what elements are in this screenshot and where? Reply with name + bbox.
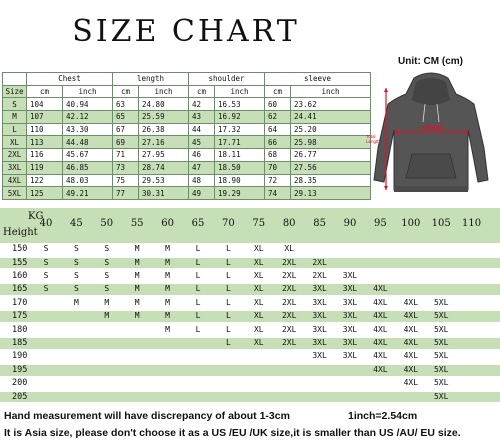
- measure-cell: 65: [113, 111, 139, 124]
- size-recommendation: M: [165, 257, 170, 267]
- notes: [4, 408, 498, 442]
- size-recommendation: 3XL: [342, 297, 358, 307]
- chest-label: chest: [422, 123, 443, 132]
- measure-cell: 69: [113, 136, 139, 149]
- size-recommendation: L: [225, 244, 231, 254]
- measure-cell: 18.11: [215, 149, 265, 162]
- size-recommendation: M: [165, 297, 170, 307]
- measure-cell: 45: [189, 136, 215, 149]
- size-recommendation: 3XL: [312, 311, 327, 321]
- measure-cell: 25.59: [139, 111, 189, 124]
- weight-header: 50: [100, 218, 114, 229]
- measure-cell: 72: [265, 174, 291, 187]
- group-header: length: [113, 73, 189, 86]
- measure-cell: 25.20: [291, 123, 371, 136]
- measure-cell: 46: [189, 149, 215, 162]
- size-recommendation: 5XL: [433, 351, 449, 361]
- measure-cell: 48.03: [63, 174, 113, 187]
- size-row: [3, 187, 371, 200]
- note-asia-size: It is Asia size, please don't choose it as a US /EU /UK size,it is smaller than US /AU/ EU size.: [4, 427, 461, 439]
- size-recommendation: L: [195, 324, 201, 334]
- size-recommendation: S: [104, 271, 110, 280]
- weight-header: 65: [191, 218, 205, 229]
- grid-row: [0, 392, 500, 403]
- size-recommendation: 3XL: [312, 324, 327, 334]
- size-recommendation: 4XL: [373, 338, 388, 347]
- size-recommendation: S: [73, 284, 79, 294]
- size-recommendation: 3XL: [342, 324, 358, 334]
- size-cell: 5XL: [3, 187, 27, 200]
- measure-cell: 104: [27, 98, 63, 111]
- size-recommendation: S: [43, 271, 49, 280]
- size-recommendation: XL: [253, 324, 264, 334]
- size-recommendation: 2XL: [281, 297, 297, 307]
- measure-cell: 26.77: [291, 149, 371, 162]
- size-row: [3, 174, 371, 187]
- measure-cell: 48: [189, 174, 215, 187]
- size-recommendation: 4XL: [373, 351, 388, 361]
- height-value: 155: [12, 257, 28, 268]
- size-recommendation: 5XL: [433, 338, 449, 347]
- measure-cell: 66: [265, 136, 291, 149]
- size-cell: 2XL: [3, 149, 27, 162]
- size-recommendation: 4XL: [403, 351, 419, 361]
- size-recommendation: XL: [253, 284, 264, 294]
- size-recommendation: S: [43, 244, 49, 254]
- size-row: [3, 161, 371, 174]
- size-recommendation: S: [73, 257, 79, 267]
- height-value: 200: [12, 378, 28, 389]
- measure-cell: 45.67: [63, 149, 113, 162]
- measure-cell: 42: [189, 98, 215, 111]
- height-value: 165: [12, 284, 28, 295]
- measure-cell: 16.53: [215, 98, 265, 111]
- unit-header: inch: [215, 85, 265, 98]
- group-header: sleeve: [265, 73, 371, 86]
- measure-cell: 73: [113, 161, 139, 174]
- unit-header: inch: [139, 85, 189, 98]
- size-recommendation: L: [195, 297, 201, 307]
- group-header: shoulder: [189, 73, 265, 86]
- size-cell: XL: [3, 136, 27, 149]
- size-recommendation: S: [43, 257, 49, 267]
- size-recommendation: S: [73, 271, 79, 280]
- size-recommendation: 2XL: [281, 338, 297, 347]
- measure-cell: 17.32: [215, 123, 265, 136]
- measure-cell: 42.12: [63, 111, 113, 124]
- weight-header: 80: [282, 218, 296, 229]
- size-recommendation: 4XL: [403, 378, 419, 388]
- height-value: 195: [12, 364, 28, 375]
- measure-cell: 17.71: [215, 136, 265, 149]
- size-recommendation: S: [73, 244, 79, 254]
- size-recommendation: XL: [253, 244, 264, 254]
- unit-label: Unit: CM (cm): [398, 56, 463, 67]
- grid-row: [0, 365, 500, 376]
- size-chart-title: SIZE CHART: [72, 14, 300, 49]
- size-recommendation: M: [104, 297, 110, 307]
- measure-cell: 110: [27, 123, 63, 136]
- size-recommendation: L: [195, 244, 201, 254]
- measure-cell: 16.92: [215, 111, 265, 124]
- total-length-label: Total Length: [366, 134, 380, 144]
- size-recommendation: 4XL: [373, 324, 388, 334]
- size-recommendation: 3XL: [312, 338, 327, 347]
- measure-cell: 23.62: [291, 98, 371, 111]
- kg-label: KG: [28, 211, 44, 222]
- size-recommendation: 5XL: [433, 378, 449, 388]
- size-recommendation: M: [165, 284, 170, 294]
- size-recommendation: M: [165, 244, 170, 254]
- unit-header: cm: [265, 85, 291, 98]
- group-header: Chest: [27, 73, 113, 86]
- size-recommendation: M: [134, 271, 140, 280]
- size-recommendation: 5XL: [433, 364, 449, 374]
- size-recommendation: S: [104, 284, 110, 294]
- weight-header: 110: [462, 218, 482, 229]
- size-recommendation: XL: [253, 338, 264, 347]
- size-recommendation: M: [134, 311, 140, 321]
- measure-cell: 113: [27, 136, 63, 149]
- height-label: Height: [3, 227, 38, 238]
- size-recommendation: M: [134, 284, 140, 294]
- measure-cell: 24.80: [139, 98, 189, 111]
- unit-header: cm: [113, 85, 139, 98]
- size-recommendation: M: [134, 244, 140, 254]
- size-recommendation: L: [225, 271, 231, 280]
- measure-cell: 46.85: [63, 161, 113, 174]
- measure-cell: 27.95: [139, 149, 189, 162]
- weight-header: 55: [130, 218, 144, 229]
- weight-header: 60: [161, 218, 174, 229]
- weight-header: 90: [343, 218, 357, 229]
- measure-cell: 26.38: [139, 123, 189, 136]
- size-recommendation: L: [195, 271, 201, 280]
- measure-cell: 25.98: [291, 136, 371, 149]
- measure-cell: 19.29: [215, 187, 265, 200]
- weight-header: 75: [252, 218, 266, 229]
- weight-header: 105: [431, 218, 451, 229]
- note-inch-conversion: 1inch=2.54cm: [348, 410, 418, 422]
- measure-cell: 28.35: [291, 174, 371, 187]
- size-recommendation: M: [165, 311, 170, 321]
- height-value: 150: [12, 244, 28, 255]
- size-recommendation: 3XL: [342, 271, 358, 280]
- measure-cell: 18.50: [215, 161, 265, 174]
- measure-cell: 77: [113, 187, 139, 200]
- size-recommendation: 4XL: [403, 311, 419, 321]
- measure-cell: 27.16: [139, 136, 189, 149]
- measure-cell: 70: [265, 161, 291, 174]
- size-recommendation: 3XL: [342, 311, 358, 321]
- measure-cell: 44.48: [63, 136, 113, 149]
- size-row: [3, 123, 371, 136]
- size-recommendation: 2XL: [281, 311, 297, 321]
- size-recommendation: 5XL: [433, 391, 449, 401]
- size-recommendation: L: [225, 311, 231, 321]
- size-recommendation: 4XL: [403, 297, 419, 307]
- size-table: [2, 72, 371, 200]
- size-cell: M: [3, 111, 27, 124]
- size-recommendation: 4XL: [373, 297, 388, 307]
- size-recommendation: L: [225, 297, 231, 307]
- measure-cell: 49.21: [63, 187, 113, 200]
- size-recommendation: L: [195, 284, 201, 294]
- measure-cell: 107: [27, 111, 63, 124]
- height-value: 180: [12, 324, 28, 335]
- size-row: [3, 136, 371, 149]
- measure-cell: 116: [27, 149, 63, 162]
- size-recommendation: M: [165, 271, 170, 280]
- size-recommendation: 2XL: [281, 324, 297, 334]
- unit-header: inch: [63, 85, 113, 98]
- size-recommendation: 5XL: [433, 324, 449, 334]
- measure-cell: 49: [189, 187, 215, 200]
- size-recommendation: XL: [253, 271, 264, 280]
- height-value: 175: [12, 311, 28, 322]
- size-recommendation: 3XL: [342, 338, 358, 347]
- measure-cell: 29.13: [291, 187, 371, 200]
- height-value: 170: [12, 297, 28, 308]
- size-row: [3, 111, 371, 124]
- measure-cell: 75: [113, 174, 139, 187]
- size-recommendation: XL: [284, 244, 294, 254]
- measure-cell: 43.30: [63, 123, 113, 136]
- size-recommendation: 3XL: [312, 284, 327, 294]
- size-recommendation: M: [165, 324, 170, 334]
- height-value: 205: [12, 391, 28, 402]
- measure-cell: 44: [189, 123, 215, 136]
- size-recommendation: L: [225, 284, 231, 294]
- measure-cell: 27.56: [291, 161, 371, 174]
- size-recommendation: 5XL: [433, 297, 449, 307]
- measure-cell: 119: [27, 161, 63, 174]
- weight-header: 85: [313, 218, 326, 229]
- size-header: Size: [3, 85, 27, 98]
- size-recommendation: 5XL: [433, 311, 449, 321]
- size-recommendation: 2XL: [281, 271, 297, 280]
- grid-row: [0, 351, 500, 362]
- measure-cell: 63: [113, 98, 139, 111]
- measure-cell: 125: [27, 187, 63, 200]
- size-recommendation: 3XL: [342, 284, 358, 294]
- measure-cell: 43: [189, 111, 215, 124]
- measure-cell: 67: [113, 123, 139, 136]
- size-recommendation: XL: [253, 297, 264, 307]
- size-recommendation: S: [104, 244, 110, 254]
- size-recommendation: S: [104, 257, 110, 267]
- size-recommendation: 3XL: [312, 351, 327, 361]
- measure-cell: 74: [265, 187, 291, 200]
- measure-cell: 68: [265, 149, 291, 162]
- size-cell: 3XL: [3, 161, 27, 174]
- weight-header: 95: [374, 218, 387, 229]
- size-recommendation: L: [225, 324, 231, 334]
- height-value: 190: [12, 351, 28, 362]
- size-recommendation: L: [195, 257, 201, 267]
- hoodie-illustration: [362, 70, 500, 200]
- measure-cell: 64: [265, 123, 291, 136]
- size-recommendation: M: [134, 297, 140, 307]
- measure-cell: 122: [27, 174, 63, 187]
- measure-cell: 18.90: [215, 174, 265, 187]
- size-recommendation: L: [195, 311, 201, 321]
- unit-header: cm: [27, 85, 63, 98]
- weight-header: 40: [39, 218, 53, 229]
- size-recommendation: 4XL: [373, 364, 388, 374]
- size-recommendation: 3XL: [312, 297, 327, 307]
- measure-cell: 47: [189, 161, 215, 174]
- measure-cell: 28.74: [139, 161, 189, 174]
- size-cell: S: [3, 98, 27, 111]
- measure-cell: 29.53: [139, 174, 189, 187]
- size-recommendation: L: [225, 338, 231, 347]
- height-value: 185: [12, 338, 28, 348]
- weight-header: 100: [401, 218, 421, 229]
- size-recommendation: 4XL: [373, 311, 388, 321]
- size-row: [3, 149, 371, 162]
- measure-cell: 40.94: [63, 98, 113, 111]
- size-row: [3, 98, 371, 111]
- size-recommendation: 2XL: [281, 257, 297, 267]
- size-recommendation: M: [104, 311, 110, 321]
- size-recommendation: 3XL: [342, 351, 358, 361]
- measure-cell: 60: [265, 98, 291, 111]
- size-recommendation: S: [43, 284, 49, 294]
- size-recommendation: 2XL: [312, 271, 327, 280]
- weight-height-grid: [0, 208, 500, 404]
- size-recommendation: M: [134, 257, 140, 267]
- size-recommendation: 2XL: [312, 257, 327, 267]
- size-recommendation: L: [225, 257, 231, 267]
- size-recommendation: XL: [253, 257, 264, 267]
- size-cell: 4XL: [3, 174, 27, 187]
- size-recommendation: XL: [253, 311, 264, 321]
- size-header-blank: [3, 73, 27, 86]
- height-value: 160: [12, 271, 28, 281]
- unit-header: cm: [189, 85, 215, 98]
- size-cell: L: [3, 123, 27, 136]
- unit-header: inch: [291, 85, 371, 98]
- note-discrepancy: Hand measurement will have discrepancy of about 1-3cm: [4, 410, 290, 422]
- measure-cell: 71: [113, 149, 139, 162]
- measure-cell: 30.31: [139, 187, 189, 200]
- measure-cell: 24.41: [291, 111, 371, 124]
- weight-header: 70: [222, 218, 235, 229]
- size-recommendation: 4XL: [403, 364, 419, 374]
- size-recommendation: M: [73, 297, 79, 307]
- measure-cell: 62: [265, 111, 291, 124]
- grid-row: [0, 378, 500, 389]
- weight-header: 45: [70, 218, 83, 229]
- size-recommendation: 2XL: [281, 284, 297, 294]
- size-recommendation: 4XL: [403, 338, 419, 347]
- size-recommendation: 4XL: [403, 324, 419, 334]
- size-recommendation: 4XL: [373, 284, 388, 294]
